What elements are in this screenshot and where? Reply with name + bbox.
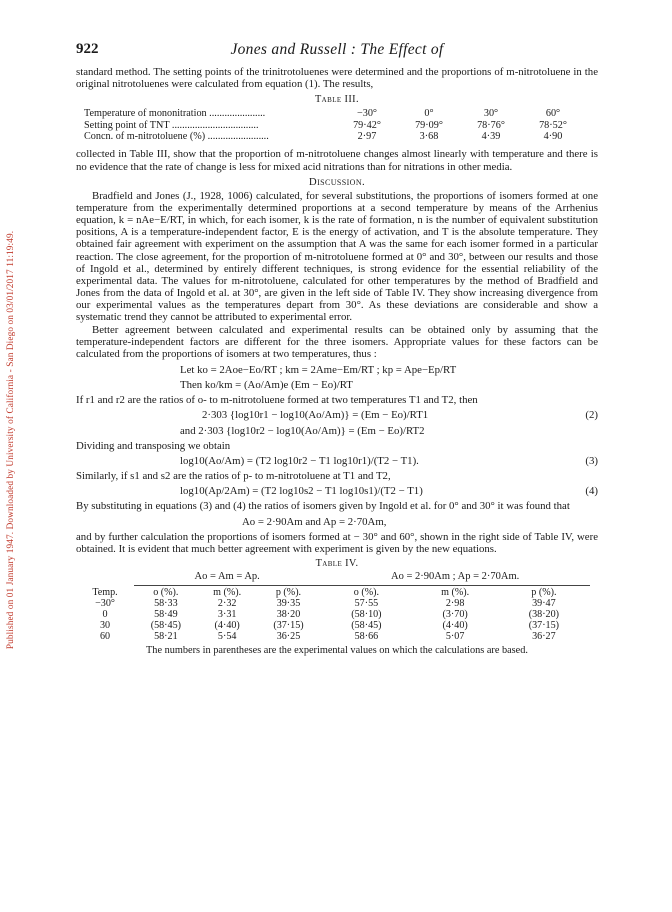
table-cell: (58·45)	[351, 619, 382, 631]
running-head: Jones and Russell : The Effect of	[230, 41, 444, 58]
table-cell: (4·40)	[214, 619, 240, 631]
equation	[76, 409, 598, 421]
column-header: m (%).	[213, 587, 242, 599]
table-cell: 4·90	[543, 131, 563, 143]
paragraph: Better agreement between calculated and experimental results can be obtained only by assuming that the temperature-independent factors are different for the three isomers. Appropriate values for these factors can be calculated from the proportions of isomers at two temperatures, thus :	[76, 323, 598, 360]
table-cell: 79·42°	[353, 119, 381, 131]
table-cell: 2·98	[445, 598, 465, 610]
section-heading: Discussion.	[308, 175, 366, 188]
table-cell: 4·39	[481, 131, 501, 143]
table-row	[84, 108, 584, 119]
column-header: p (%).	[531, 587, 557, 599]
table-cell: 36·27	[532, 630, 556, 642]
table-cell: 60°	[545, 108, 561, 120]
equation-number: (4)	[585, 485, 598, 498]
table-cell: −30°	[95, 598, 115, 610]
table-iv	[76, 572, 590, 642]
blank-cell	[76, 572, 134, 585]
download-notice: Published on 01 January 1947. Downloaded by University of California - San Diego on 03/01/2017 11:19:49.	[6, 230, 16, 650]
table-cell: (3·70)	[442, 608, 468, 620]
table-cell: 36·25	[276, 630, 301, 642]
row-label: Concn. of m-nitrotoluene (%) ........................	[84, 131, 269, 143]
table-footnote: The numbers in parentheses are the experimental values on which the calculations are based.	[146, 644, 528, 656]
table-cell: 30	[99, 619, 111, 631]
row-label: Setting point of TNT ..................................	[84, 119, 259, 131]
equation: Then ko/km = (Ao/Am)e (Em − Eo)/RT	[180, 379, 353, 392]
paragraph: Similarly, if s1 and s2 are the ratios of p- to m-nitrotoluene at T1 and T2,	[76, 470, 391, 483]
equation	[76, 485, 598, 497]
paragraph: If r1 and r2 are the ratios of o- to m-nitrotoluene formed at two temperatures T1 and T2, then	[76, 394, 478, 407]
page-header	[76, 41, 598, 63]
table-cell: 39·35	[276, 598, 301, 610]
table-caption: Table IV.	[315, 558, 359, 570]
paragraph: Bradfield and Jones (J., 1928, 1006) calculated, for several substitutions, the proportions of isomers formed at one temperature from the experimentally determined proportions at a second temperature by means of the Arrhenius equation, k = nAe−E/RT, in which, for each isomer, k is the rate of formation, n is the number of equivalent substitution positions, A is a temperature-independent factor, E is the energy of activation, and T is the absolute temperature. They obtained fair agreement with experiment on the assumption that A was the same for each isomer formed in a particular reaction. The close agreement, for the proportion of m-nitrotoluene formed at 0° and 30°, between our results and those of Ingold et al., determined by entirely different techniques, is strong evidence for the essential reliability of the experimental data. The values for m-nitrotoluene, calculated for other temperatures by the method of Bradfield and Jones from the data of Ingold et al. at 30°, are given in the left side of Table IV. They show increasing divergence from our experimental values as the temperatures depart from 30°. As these deviations are considerable and show a systematic trend they cannot be attributed to experimental error.	[76, 189, 598, 324]
table-cell: 30°	[483, 108, 499, 120]
column-header: p (%).	[275, 587, 302, 599]
table-iii	[84, 108, 584, 142]
column-header: o (%).	[353, 587, 380, 599]
equation-3: log10(Ao/Am) = (T2 log10r2 − T1 log10r1)/(T2 − T1).	[180, 454, 419, 467]
table-cell: 2·32	[217, 598, 237, 610]
table-cell: 0	[102, 608, 108, 620]
table-cell: 57·55	[354, 598, 379, 610]
equation: Let ko = 2Aoe−Eo/RT ; km = 2Ame−Em/RT ; kp = Ape−Ep/RT	[180, 364, 457, 377]
table-cell: (37·15)	[273, 619, 304, 631]
paragraph: Dividing and transposing we obtain	[76, 439, 231, 452]
table-cell: (58·10)	[351, 608, 382, 620]
table-cell: 39·47	[532, 598, 556, 610]
page-number: 922	[76, 41, 99, 57]
table-cell: 38·20	[276, 608, 301, 620]
paragraph: standard method. The setting points of the trinitrotoluenes were determined and the proportions of m-nitrotoluene in the original nitrotoluenes were calculated from equation (1). The results,	[76, 66, 598, 91]
table-cell: 58·33	[154, 598, 178, 610]
paragraph: By substituting in equations (3) and (4) the ratios of isomers given by Ingold et al. for 0° and 30° it was found that	[76, 500, 570, 513]
table-cell: 78·52°	[539, 119, 567, 131]
equation-number: (3)	[585, 454, 598, 467]
table-cell: 5·54	[217, 630, 237, 642]
paragraph: collected in Table III, show that the proportion of m-nitrotoluene changes almost linearly with temperature and there is no evidence that the rate of change is less for mixed acid nitrations than for nitrations in other media.	[76, 148, 598, 173]
table-row	[84, 120, 584, 131]
table-row	[84, 131, 584, 142]
group-heading-right: Ao = 2·90Am ; Ap = 2·70Am.	[320, 572, 590, 585]
table-cell: (37·15)	[528, 619, 560, 631]
table-cell: 5·07	[445, 630, 465, 642]
table-cell: 78·76°	[477, 119, 505, 131]
equation: Ao = 2·90Am and Ap = 2·70Am,	[242, 515, 387, 528]
table-cell: 58·21	[154, 630, 178, 642]
article-body	[76, 66, 598, 657]
equation-number: (2)	[585, 409, 598, 422]
equation-4: log10(Ap/2Am) = (T2 log10s2 − T1 log10s1)/(T2 − T1)	[180, 485, 423, 498]
table-cell: 79·09°	[415, 119, 443, 131]
table-cell: (38·20)	[528, 608, 560, 620]
group-heading-left: Ao = Am = Ap.	[134, 572, 320, 585]
table-cell: 60	[99, 630, 111, 642]
table-cell: (4·40)	[442, 619, 468, 631]
table-cell: 0°	[424, 108, 434, 120]
table-cell: −30°	[356, 108, 377, 120]
table-caption: Table III.	[314, 94, 359, 106]
paragraph: and by further calculation the proportions of isomers formed at − 30° and 60°, shown in the right side of Table IV, were obtained. It is evident that much better agreement with experiment is given by the new equations.	[76, 530, 598, 555]
table-cell: 58·66	[354, 630, 379, 642]
row-label: Temperature of mononitration ......................	[84, 108, 266, 120]
table-cell: (58·45)	[150, 619, 181, 631]
table-cell: 58·49	[154, 608, 178, 620]
table-row	[76, 632, 590, 643]
column-header: o (%).	[153, 587, 179, 599]
table-cell: 3·68	[419, 131, 439, 143]
equation: and 2·303 {log10r2 − log10(Ao/Am)} = (Em − Eo)/RT2	[180, 424, 425, 437]
header-row	[76, 586, 590, 599]
column-header: m (%).	[441, 587, 470, 599]
table-cell: 3·31	[217, 608, 237, 620]
equation-2: 2·303 {log10r1 − log10(Ao/Am)} = (Em − Eo)/RT1	[202, 409, 429, 422]
equation	[76, 455, 598, 467]
column-header: Temp.	[92, 586, 118, 598]
table-cell: 2·97	[357, 131, 377, 143]
